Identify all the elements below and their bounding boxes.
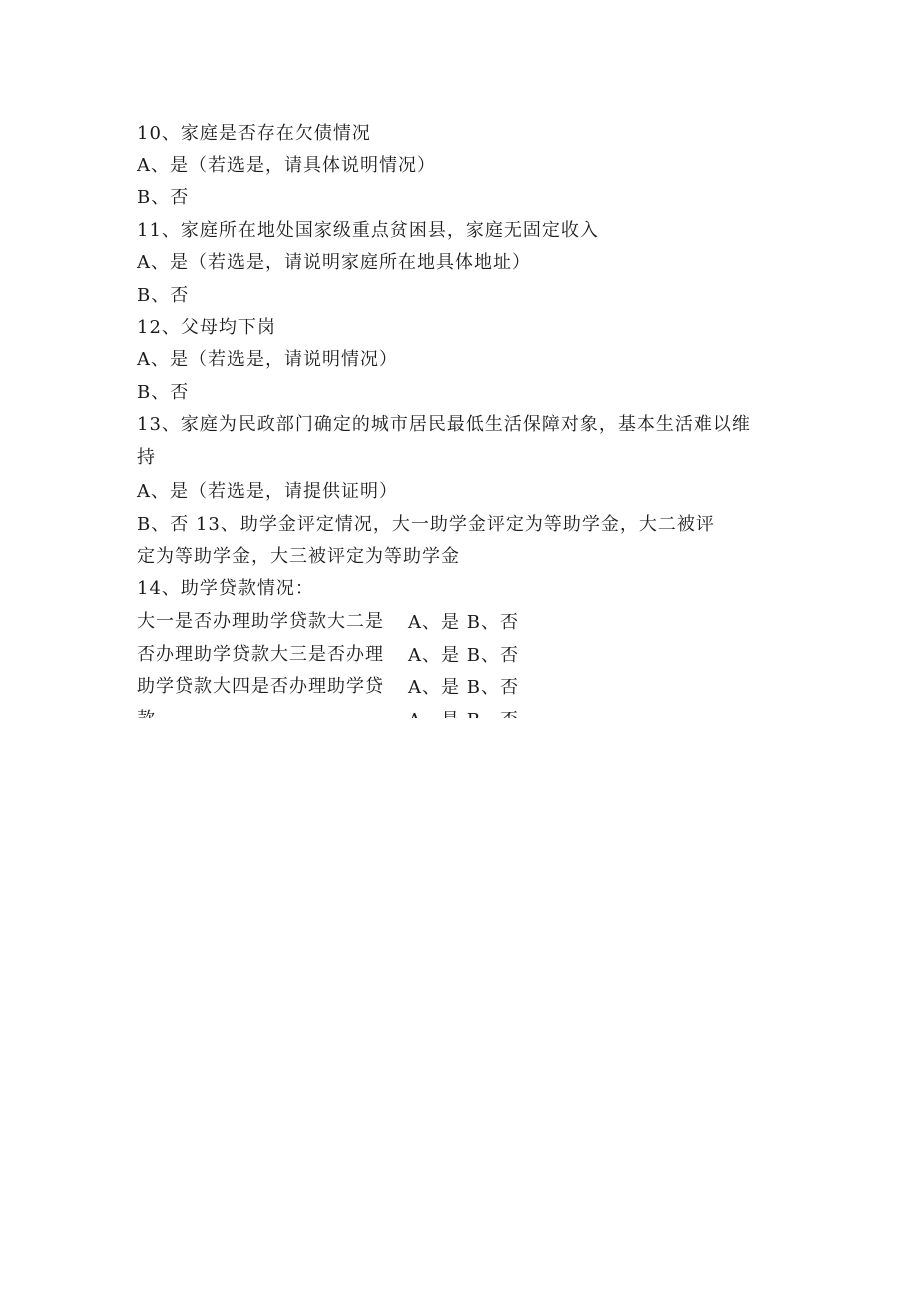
question-13-title-line-1: 13、家庭为民政部门确定的城市居民最低生活保障对象，基本生活难以维 (137, 414, 751, 435)
question-11-title: 11、家庭所在地处国家级重点贫困县，家庭无固定收入 (137, 220, 599, 241)
question-13-option-a: A、是（若选是，请提供证明） (137, 481, 398, 502)
question-14-answer-year-3: A、是 B、否 (408, 677, 519, 698)
question-10-title: 10、家庭是否存在欠债情况 (137, 123, 371, 144)
question-10-option-b: B、否 (137, 187, 190, 208)
question-13-title-line-2: 持 (137, 447, 156, 468)
question-14-answer-year-2: A、是 B、否 (408, 645, 519, 666)
question-14-title: 14、助学贷款情况： (137, 578, 314, 599)
question-12-option-b: B、否 (137, 382, 190, 403)
question-13-option-b-line-2: 定为等助学金，大三被评定为等助学金 (137, 546, 460, 567)
question-14-answer-year-1: A、是 B、否 (408, 612, 519, 633)
question-12-option-a: A、是（若选是，请说明情况） (137, 349, 398, 370)
blank-page-area (0, 718, 920, 1301)
question-10-option-a: A、是（若选是，请具体说明情况） (137, 155, 436, 176)
question-12-title: 12、父母均下岗 (137, 317, 276, 338)
question-13-option-b-line-1: B、否 13、助学金评定情况，大一助学金评定为等助学金，大二被评 (137, 514, 715, 535)
question-11-option-a: A、是（若选是，请说明家庭所在地具体地址） (137, 252, 531, 273)
question-11-option-b: B、否 (137, 285, 190, 306)
question-14-loan-years-text: 大一是否办理助学贷款大二是否办理助学贷款大三是否办理助学贷款大四是否办理助学贷 (137, 611, 384, 697)
